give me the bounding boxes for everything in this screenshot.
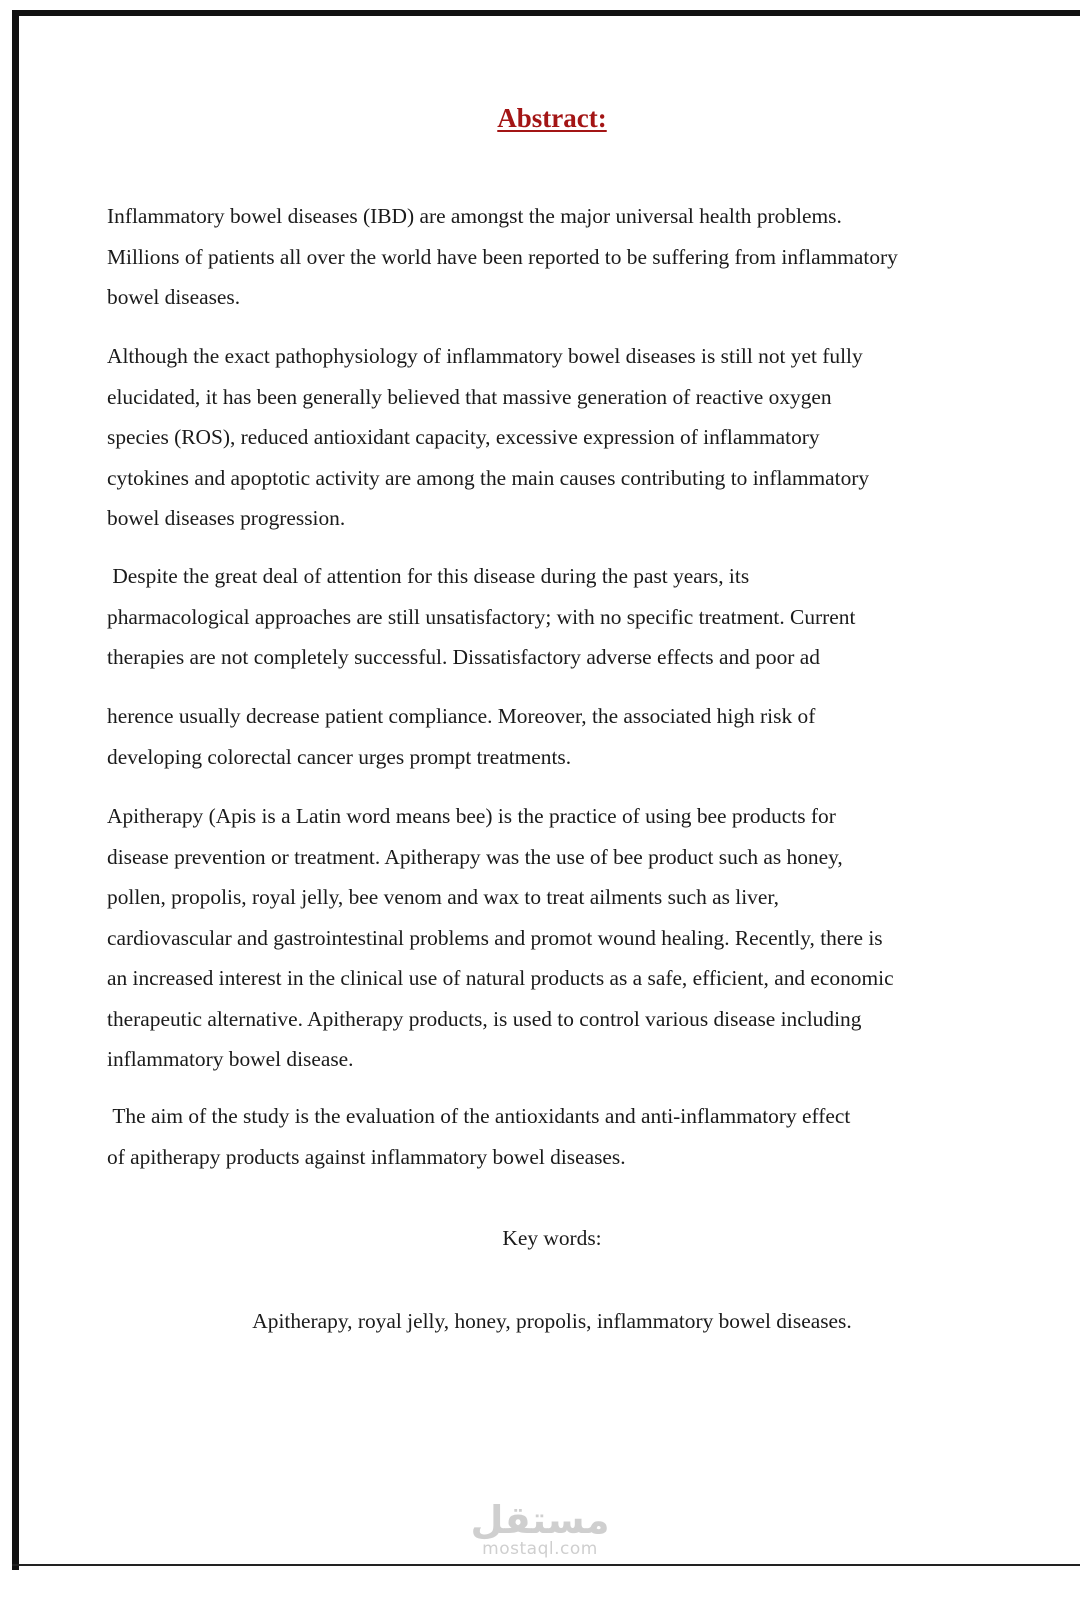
page-border-top (12, 10, 1080, 16)
paragraph-aim: The aim of the study is the evaluation of the antioxidants and anti-inflammatory effect of apitherapy products against inflammatory bowel diseases. (107, 1104, 851, 1169)
paragraph-intro: Inflammatory bowel diseases (IBD) are amongst the major universal health problems. Millions of patients all over the world have been reported to be suffering from inflammatory bowel diseases. (107, 204, 898, 309)
watermark-arabic-text: مستقل (470, 1498, 610, 1542)
keywords-list: Apitherapy, royal jelly, honey, propolis, inflammatory bowel diseases. (252, 1309, 852, 1333)
page-border-left (12, 10, 19, 1570)
watermark-latin-text: mostaql.com (482, 1539, 598, 1559)
paragraph-treatment: Despite the great deal of attention for this disease during the past years, its pharmacological approaches are still unsatisfactory; with no specific treatment. Current therapies are not completely successful. Dissatisfactory adverse effects and poor ad (107, 564, 856, 669)
keywords-label: Key words: (502, 1226, 602, 1250)
paragraph-pathophysiology: Although the exact pathophysiology of inflammatory bowel diseases is still not yet fully elucidated, it has been generally believed that massive generation of reactive oxygen species (ROS), reduced antioxidant capacity, excessive expression of inflammatory cytokines and apoptotic activity are among the main causes contributing to inflammatory bowel diseases progression. (107, 344, 870, 530)
paragraph-apitherapy: Apitherapy (Apis is a Latin word means bee) is the practice of using bee products for disease prevention or treatment. Apitherapy was the use of bee product such as honey, pollen, propolis, royal jelly, bee venom and wax to treat ailments such as liver, cardiovascular and gastrointestinal problems and promot wound healing. Recently, there is an increased interest in the clinical use of natural products as a safe, efficient, and economic therapeutic alternative. Apitherapy products, is used to control various disease including inflammatory bowel disease. (107, 804, 894, 1071)
paragraph-compliance: herence usually decrease patient compliance. Moreover, the associated high risk of developing colorectal cancer urges prompt treatments. (107, 704, 816, 769)
page-border-bottom (12, 1564, 1080, 1566)
abstract-title: Abstract: (497, 103, 607, 133)
watermark-logo (470, 1500, 610, 1558)
